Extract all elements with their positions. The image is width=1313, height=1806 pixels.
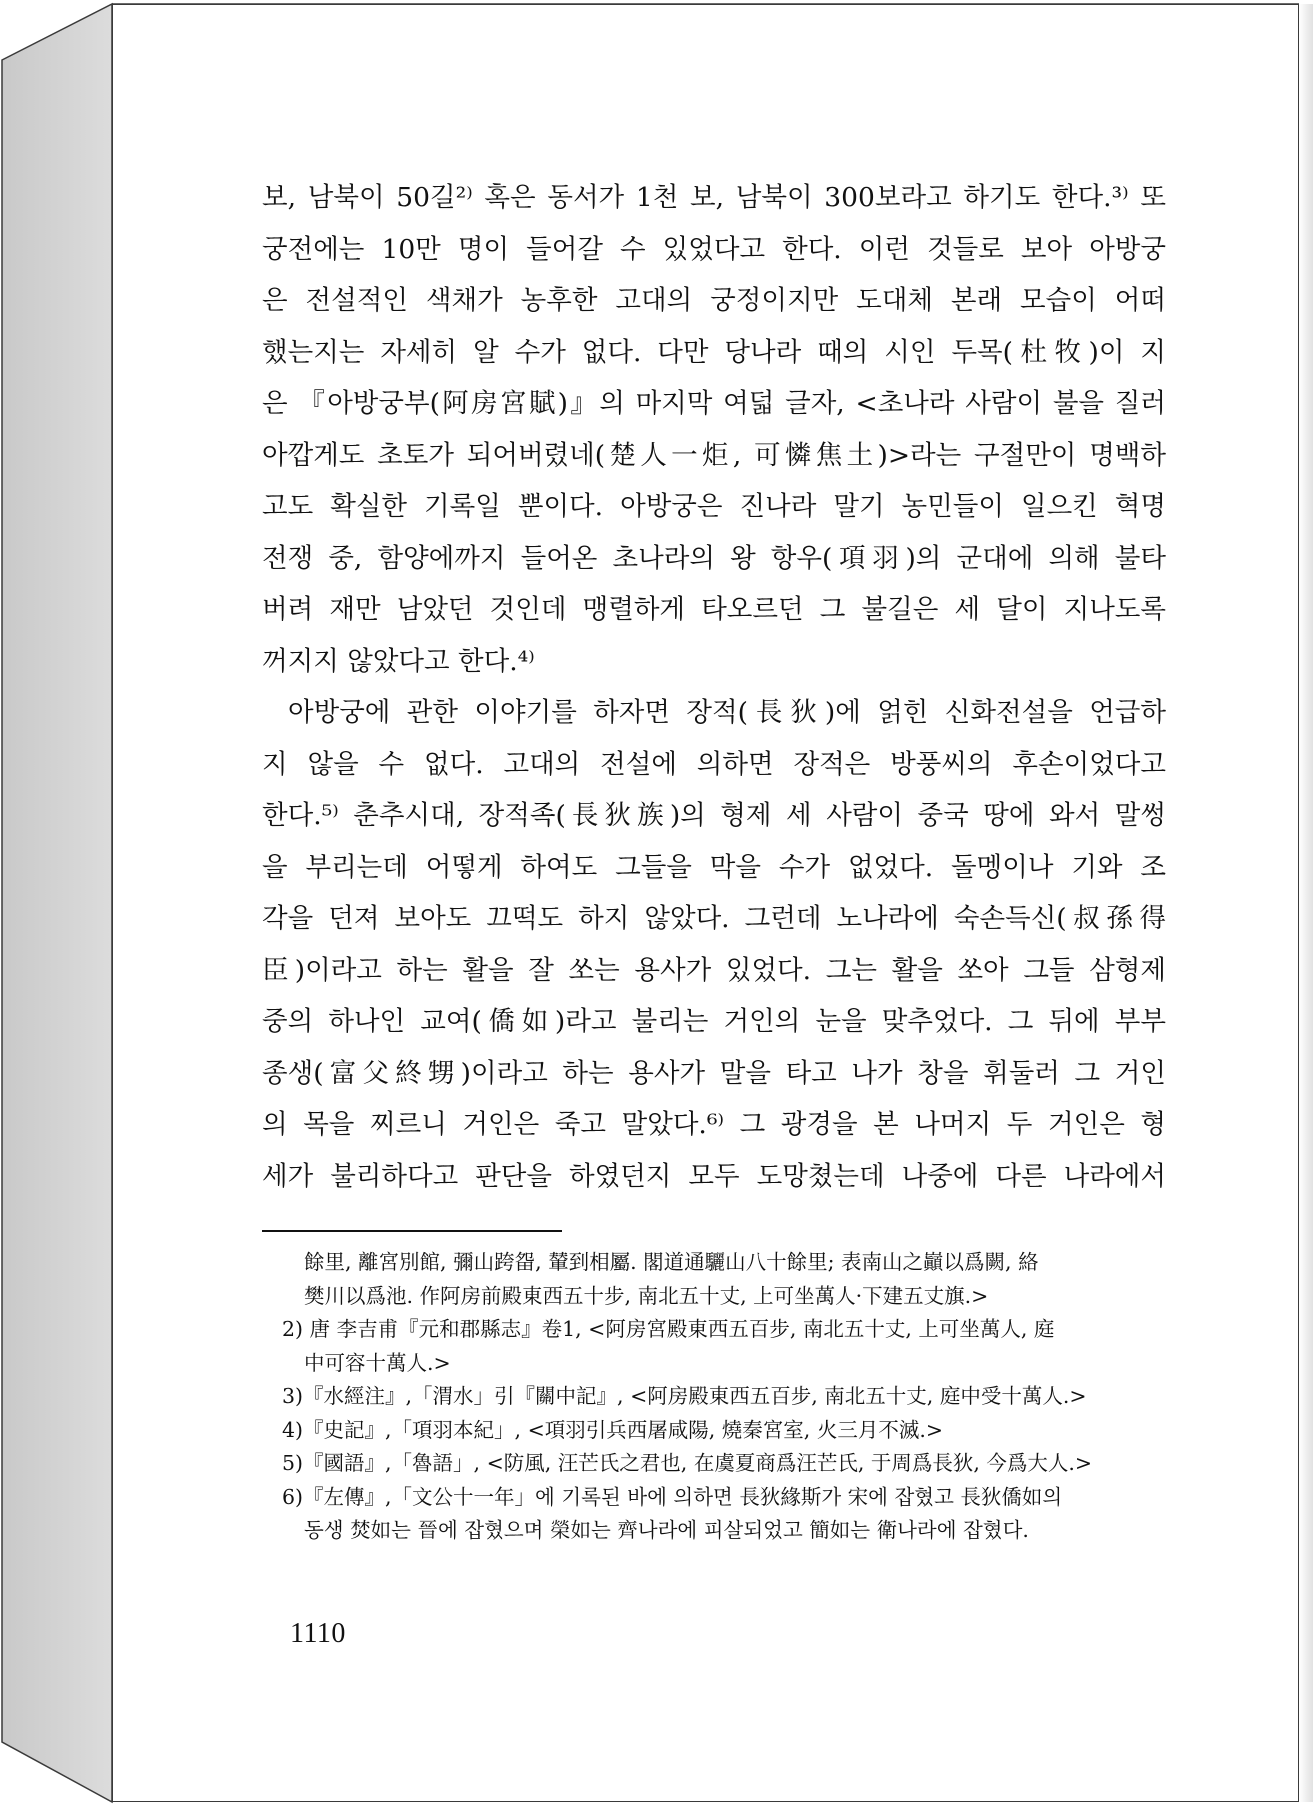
text-line: 아방궁에 관한 이야기를 하자면 장적(長狄)에 얽힌 신화전설을 언급하 — [288, 697, 1166, 728]
text-line: 臣)이라고 하는 활을 잘 쏘는 용사가 있었다. 그는 활을 쏘아 그들 삼형제 — [262, 954, 1166, 986]
text-line: 궁전에는 10만 명이 들어갈 수 있었다고 한다. 이런 것들로 보아 아방궁 — [262, 233, 1166, 265]
footnote-line: 中可容十萬人.> — [304, 1350, 451, 1375]
footnote-divider — [262, 1230, 562, 1232]
text-line: 한다.⁵⁾ 춘추시대, 장적족(長狄族)의 형제 세 사람이 중국 땅에 와서 말썽 — [262, 800, 1166, 831]
text-line: 은 전설적인 색채가 농후한 고대의 궁정이지만 도대체 본래 모습이 어떠 — [262, 285, 1166, 316]
text-line: 을 부리는데 어떻게 하여도 그들을 막을 수가 없었다. 돌멩이나 기와 조 — [262, 851, 1166, 883]
footnote-line: 餘里, 離宮別館, 彌山跨㽜, 輦到相屬. 閣道通驪山八十餘里; 表南山之巓以爲闕, 絡 — [304, 1250, 1039, 1274]
body-text — [262, 172, 1166, 1202]
text-line: 의 목을 찌르니 거인은 죽고 말았다.⁶⁾ 그 광경을 본 나머지 두 거인은 형 — [262, 1109, 1166, 1140]
text-line: 버려 재만 남았던 것인데 맹렬하게 타오르던 그 불길은 세 달이 지나도록 — [262, 594, 1166, 625]
text-line: 종생(富父終甥)이라고 하는 용사가 말을 타고 나가 창을 휘둘러 그 거인 — [262, 1057, 1166, 1089]
footnote-line: 3)『水經注』,「渭水」引『關中記』, <阿房殿東西五百步, 南北五十丈, 庭中受十萬人.> — [282, 1384, 1087, 1408]
footnote-line: 6)『左傳』,「文公十一年」에 기록된 바에 의하면 長狄緣斯가 宋에 잡혔고 長狄僑如의 — [282, 1484, 1063, 1509]
text-line: 각을 던져 보아도 끄떡도 하지 않았다. 그런데 노나라에 숙손득신(叔孫得 — [262, 903, 1166, 934]
page-shadow — [1299, 4, 1313, 1802]
page-number: 1110 — [290, 1618, 346, 1649]
footnote-line: 동생 焚如는 晉에 잡혔으며 榮如는 齊나라에 피살되었고 簡如는 衛나라에 잡혔다. — [304, 1518, 1029, 1542]
footnote-line: 樊川以爲池. 作阿房前殿東西五十步, 南北五十丈, 上可坐萬人·下建五丈旗.> — [304, 1283, 989, 1308]
text-line: 보, 남북이 50길²⁾ 혹은 동서가 1천 보, 남북이 300보라고 하기도 한다.³⁾ 또 — [262, 182, 1166, 213]
footnotes — [282, 1246, 1174, 1548]
text-line: 지 않을 수 없다. 고대의 전설에 의하면 장적은 방풍씨의 후손이었다고 — [262, 748, 1166, 780]
text-line: 은 『아방궁부(阿房宮賦)』의 마지막 여덟 글자, <초나라 사람이 불을 질러 — [262, 388, 1166, 419]
text-line: 했는지는 자세히 알 수가 없다. 다만 당나라 때의 시인 두목(杜牧)이 지 — [262, 336, 1166, 368]
text-line: 고도 확실한 기록일 뿐이다. 아방궁은 진나라 말기 농민들이 일으킨 혁명 — [262, 491, 1166, 522]
footnote-line: 4)『史記』,「項羽本紀」, <項羽引兵西屠咸陽, 燒秦宮室, 火三月不滅.> — [282, 1417, 944, 1442]
text-line: 세가 불리하다고 판단을 하였던지 모두 도망쳤는데 나중에 다른 나라에서 — [262, 1160, 1166, 1192]
text-line: 꺼지지 않았다고 한다.⁴⁾ — [262, 645, 535, 677]
footnote-line: 5)『國語』,「魯語」, <防風, 汪芒氏之君也, 在虞夏商爲汪芒氏, 于周爲長狄, 今爲大人.> — [282, 1451, 1093, 1475]
footnote-line: 2) 唐 李吉甫『元和郡縣志』卷1, <阿房宮殿東西五百步, 南北五十丈, 上可坐萬人, 庭 — [282, 1317, 1055, 1341]
text-line: 중의 하나인 교여(僑如)라고 불리는 거인의 눈을 맞추었다. 그 뒤에 부부 — [262, 1006, 1166, 1037]
text-line: 전쟁 중, 함양에까지 들어온 초나라의 왕 항우(項羽)의 군대에 의해 불타 — [262, 542, 1166, 574]
text-line: 아깝게도 초토가 되어버렸네(楚人一炬, 可憐焦土)>라는 구절만이 명백하 — [262, 439, 1166, 471]
